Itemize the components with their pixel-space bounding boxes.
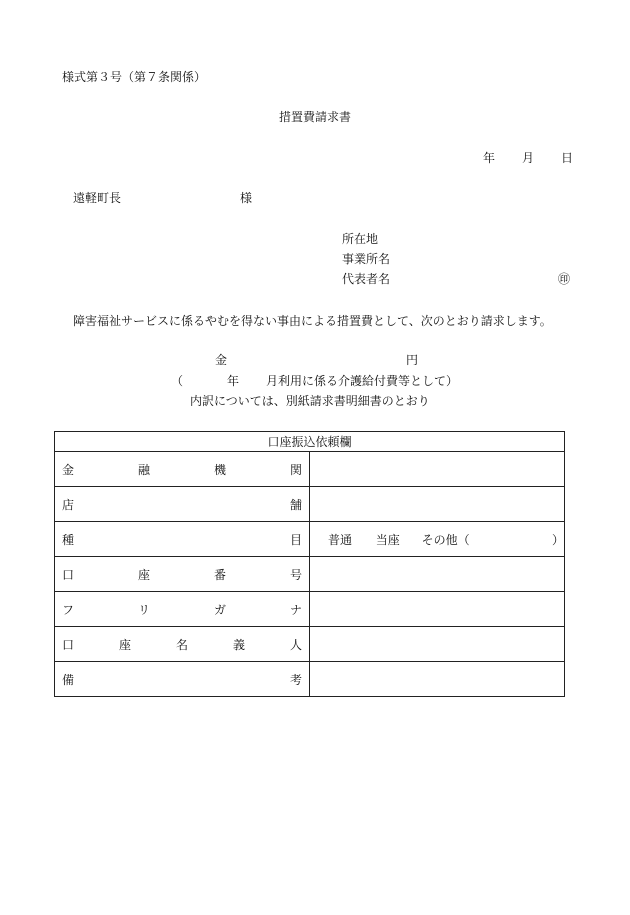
- date-month-label: 月: [522, 151, 535, 165]
- document-title: 措置費請求書: [278, 110, 351, 124]
- furigana-field[interactable]: [310, 592, 565, 627]
- table-row: [55, 557, 565, 592]
- branch-field[interactable]: [310, 487, 565, 522]
- financial-institution-label: 金 融 機 関: [55, 452, 310, 487]
- period-open-paren: （: [171, 374, 184, 388]
- branch-label: 店 舗: [55, 487, 310, 522]
- table-row: [55, 627, 565, 662]
- account-holder-label: 口 座 名 義 人: [55, 627, 310, 662]
- account-type-ordinary[interactable]: 普通: [328, 532, 353, 547]
- account-type-other-close: ）: [551, 532, 564, 547]
- amount-suffix: 円: [406, 353, 419, 367]
- account-number-field[interactable]: [310, 557, 565, 592]
- form-number: 様式第３号（第７条関係）: [62, 70, 207, 84]
- account-type-label: 種 目: [55, 522, 310, 557]
- table-row: [55, 592, 565, 627]
- table-row: [55, 487, 565, 522]
- addressee-honorific: 様: [240, 191, 253, 205]
- financial-institution-field[interactable]: [310, 452, 565, 487]
- period-year-label: 年: [227, 374, 240, 388]
- account-holder-field[interactable]: [310, 627, 565, 662]
- seal-mark: ㊞: [558, 272, 571, 286]
- table-row: [55, 452, 565, 487]
- addressee-name: 遠軽町長: [73, 191, 122, 205]
- remarks-field[interactable]: [310, 662, 565, 697]
- period-line: [171, 374, 471, 388]
- bank-table-header: 口座振込依頼欄: [55, 432, 565, 452]
- account-number-label: 口 座 番 号: [55, 557, 310, 592]
- account-type-other[interactable]: その他（: [421, 532, 470, 547]
- furigana-label: フ リ ガ ナ: [55, 592, 310, 627]
- office-name-label: 事業所名: [342, 252, 391, 266]
- remarks-label: 備 考: [55, 662, 310, 697]
- location-label: 所在地: [342, 232, 379, 246]
- representative-label: 代表者名: [342, 272, 391, 286]
- request-statement: 障害福祉サービスに係るやむを得ない事由による措置費として、次のとおり請求します。: [73, 314, 552, 328]
- date-day-label: 日: [561, 151, 574, 165]
- account-type-field[interactable]: [310, 522, 565, 557]
- account-type-current[interactable]: 当座: [375, 532, 400, 547]
- period-text: 月利用に係る介護給付費等として）: [266, 374, 459, 388]
- breakdown-note: 内訳については、別紙請求書明細書のとおり: [190, 394, 430, 408]
- date-year-label: 年: [483, 151, 496, 165]
- table-row: [55, 522, 565, 557]
- bank-transfer-table: [54, 431, 565, 697]
- amount-prefix: 金: [215, 353, 228, 367]
- table-row: [55, 662, 565, 697]
